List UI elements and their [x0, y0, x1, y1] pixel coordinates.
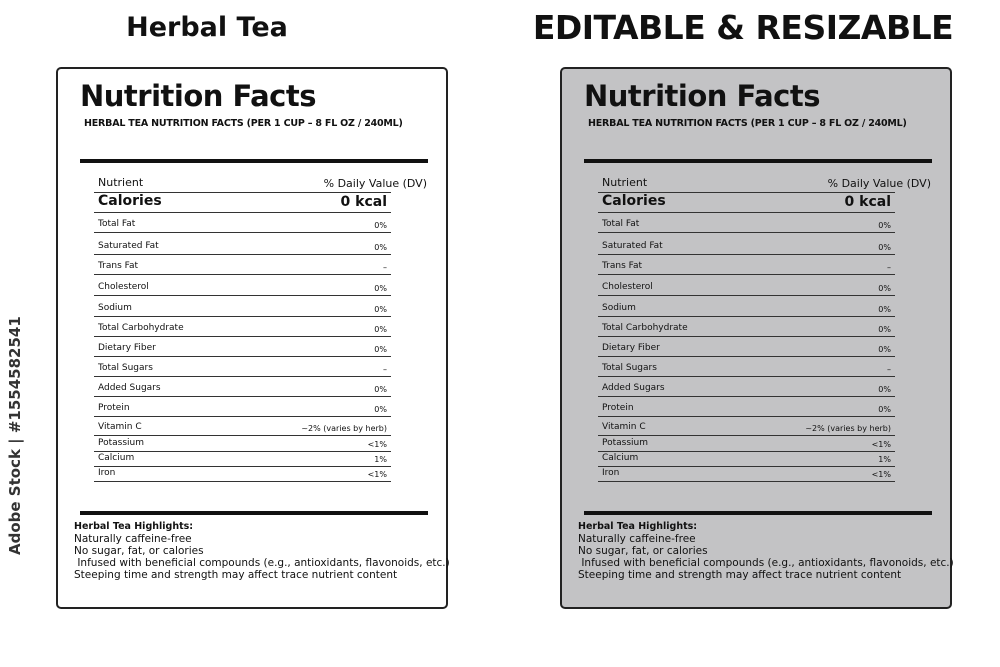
- nutrient-value: 0%: [374, 305, 387, 314]
- nutrient-row: [94, 376, 391, 397]
- nutrient-name: Protein: [98, 403, 130, 413]
- nutrient-value: –: [383, 263, 387, 272]
- nutrient-value: 0%: [878, 243, 891, 252]
- nutrient-name: Sodium: [98, 303, 132, 313]
- nutrient-row: [94, 435, 391, 452]
- nutrient-row: [94, 451, 391, 467]
- nutrient-row: [598, 451, 895, 467]
- label-subtitle: HERBAL TEA NUTRITION FACTS (PER 1 CUP – 8 FL OZ / 240ML): [588, 118, 907, 129]
- nutrient-row: [94, 212, 391, 233]
- nutrient-value: 0%: [374, 385, 387, 394]
- nutrient-value: 1%: [878, 455, 891, 464]
- highlight-item: Steeping time and strength may affect trace nutrient content: [74, 569, 398, 581]
- highlight-item: Steeping time and strength may affect trace nutrient content: [578, 569, 902, 581]
- nutrient-value: <1%: [871, 470, 891, 479]
- nutrient-name: Total Carbohydrate: [98, 323, 184, 333]
- nutrient-value: –: [887, 365, 891, 374]
- nutrient-name: Sodium: [602, 303, 636, 313]
- nutrient-row: [598, 466, 895, 482]
- nutrient-value: 0%: [374, 345, 387, 354]
- nutrient-value: % Daily Value (DV): [323, 177, 427, 190]
- nutrient-row: [598, 376, 895, 397]
- nutrient-value: 0%: [878, 405, 891, 414]
- nutrient-value: 0%: [374, 405, 387, 414]
- highlight-item: Infused with beneficial compounds (e.g., antioxidants, flavonoids, etc.): [74, 557, 450, 569]
- nutrient-name: Cholesterol: [602, 282, 653, 292]
- calories-row: [598, 192, 895, 213]
- nutrient-name: Added Sugars: [602, 383, 665, 393]
- nutrient-row: [598, 254, 895, 275]
- nutrient-row: [598, 295, 895, 317]
- nutrient-row: [94, 336, 391, 357]
- nutrient-name: Calories: [602, 193, 666, 209]
- nutrient-value: <1%: [367, 440, 387, 449]
- label-title: Nutrition Facts: [80, 79, 316, 113]
- nutrient-name: Saturated Fat: [602, 241, 663, 251]
- label-title: Nutrition Facts: [584, 79, 820, 113]
- nutrient-name: Nutrient: [602, 176, 648, 189]
- thick-divider: [80, 159, 428, 163]
- nutrient-name: Total Fat: [98, 219, 136, 229]
- nutrient-value: 0%: [374, 284, 387, 293]
- nutrient-name: Calcium: [602, 453, 639, 463]
- nutrient-name: Calcium: [98, 453, 135, 463]
- nutrient-value: 1%: [374, 455, 387, 464]
- nutrient-value: 0%: [374, 243, 387, 252]
- nutrient-name: Nutrient: [98, 176, 144, 189]
- nutrient-row: [94, 356, 391, 377]
- nutrient-row: [94, 254, 391, 275]
- nutrient-name: Dietary Fiber: [98, 343, 156, 353]
- nutrient-name: Total Sugars: [98, 363, 153, 373]
- nutrient-row: [598, 416, 895, 436]
- nutrition-label-white: [56, 67, 448, 609]
- nutrient-value: 0%: [374, 221, 387, 230]
- nutrient-name: Added Sugars: [98, 383, 161, 393]
- nutrient-row: [598, 274, 895, 296]
- nutrient-value: 0%: [878, 221, 891, 230]
- nutrient-row: [598, 435, 895, 452]
- nutrient-name: Calories: [98, 193, 162, 209]
- nutrient-row: [598, 316, 895, 337]
- nutrient-name: Saturated Fat: [98, 241, 159, 251]
- table-header: [94, 167, 427, 193]
- nutrient-row: [94, 274, 391, 296]
- nutrient-value: 0%: [878, 385, 891, 394]
- nutrient-value: –: [383, 365, 387, 374]
- highlight-item: Infused with beneficial compounds (e.g., antioxidants, flavonoids, etc.): [578, 557, 954, 569]
- thick-divider: [584, 511, 932, 515]
- thick-divider: [80, 511, 428, 515]
- nutrient-name: Total Carbohydrate: [602, 323, 688, 333]
- nutrient-row: [598, 212, 895, 233]
- nutrient-value: 0%: [878, 305, 891, 314]
- nutrient-name: Dietary Fiber: [602, 343, 660, 353]
- highlight-item: No sugar, fat, or calories: [74, 545, 204, 557]
- nutrient-value: 0%: [878, 345, 891, 354]
- nutrient-name: Trans Fat: [98, 261, 139, 271]
- nutrient-value: <1%: [871, 440, 891, 449]
- highlights-title: Herbal Tea Highlights:: [74, 521, 194, 532]
- label-subtitle: HERBAL TEA NUTRITION FACTS (PER 1 CUP – 8 FL OZ / 240ML): [84, 118, 403, 129]
- nutrient-name: Cholesterol: [98, 282, 149, 292]
- nutrient-name: Potassium: [98, 438, 145, 448]
- table-header: [598, 167, 931, 193]
- nutrient-value: 0%: [878, 325, 891, 334]
- nutrient-name: Vitamin C: [98, 422, 142, 432]
- nutrient-name: Vitamin C: [602, 422, 646, 432]
- nutrient-row: [598, 232, 895, 255]
- highlight-item: No sugar, fat, or calories: [578, 545, 708, 557]
- nutrient-value: <1%: [367, 470, 387, 479]
- highlights: [578, 521, 954, 581]
- calories-row: [94, 192, 391, 213]
- highlights-title: Herbal Tea Highlights:: [578, 521, 698, 532]
- nutrient-name: Protein: [602, 403, 634, 413]
- nutrient-value: ~2% (varies by herb): [301, 424, 387, 433]
- nutrient-row: [598, 356, 895, 377]
- nutrient-name: Total Fat: [602, 219, 640, 229]
- thick-divider: [584, 159, 932, 163]
- nutrient-value: 0%: [374, 325, 387, 334]
- nutrient-row: [94, 316, 391, 337]
- highlights: [74, 521, 450, 581]
- nutrient-name: Iron: [602, 468, 620, 478]
- left-heading: Herbal Tea: [126, 12, 288, 43]
- nutrient-value: ~2% (varies by herb): [805, 424, 891, 433]
- nutrient-name: Trans Fat: [602, 261, 643, 271]
- nutrient-value: % Daily Value (DV): [827, 177, 931, 190]
- nutrition-label-gray: [560, 67, 952, 609]
- nutrient-row: [94, 295, 391, 317]
- nutrient-row: [598, 336, 895, 357]
- nutrient-value: 0 kcal: [340, 194, 387, 210]
- watermark-text: Adobe Stock | #1554582541: [6, 316, 24, 555]
- right-heading: EDITABLE & RESIZABLE: [532, 8, 954, 47]
- nutrient-name: Total Sugars: [602, 363, 657, 373]
- nutrient-row: [94, 232, 391, 255]
- nutrient-value: –: [887, 263, 891, 272]
- nutrient-value: 0 kcal: [844, 194, 891, 210]
- highlight-item: Naturally caffeine-free: [74, 533, 192, 545]
- nutrient-name: Potassium: [602, 438, 649, 448]
- nutrient-row: [94, 466, 391, 482]
- nutrient-value: 0%: [878, 284, 891, 293]
- nutrient-row: [94, 416, 391, 436]
- nutrient-row: [94, 396, 391, 417]
- highlight-item: Naturally caffeine-free: [578, 533, 696, 545]
- nutrient-row: [598, 396, 895, 417]
- nutrient-name: Iron: [98, 468, 116, 478]
